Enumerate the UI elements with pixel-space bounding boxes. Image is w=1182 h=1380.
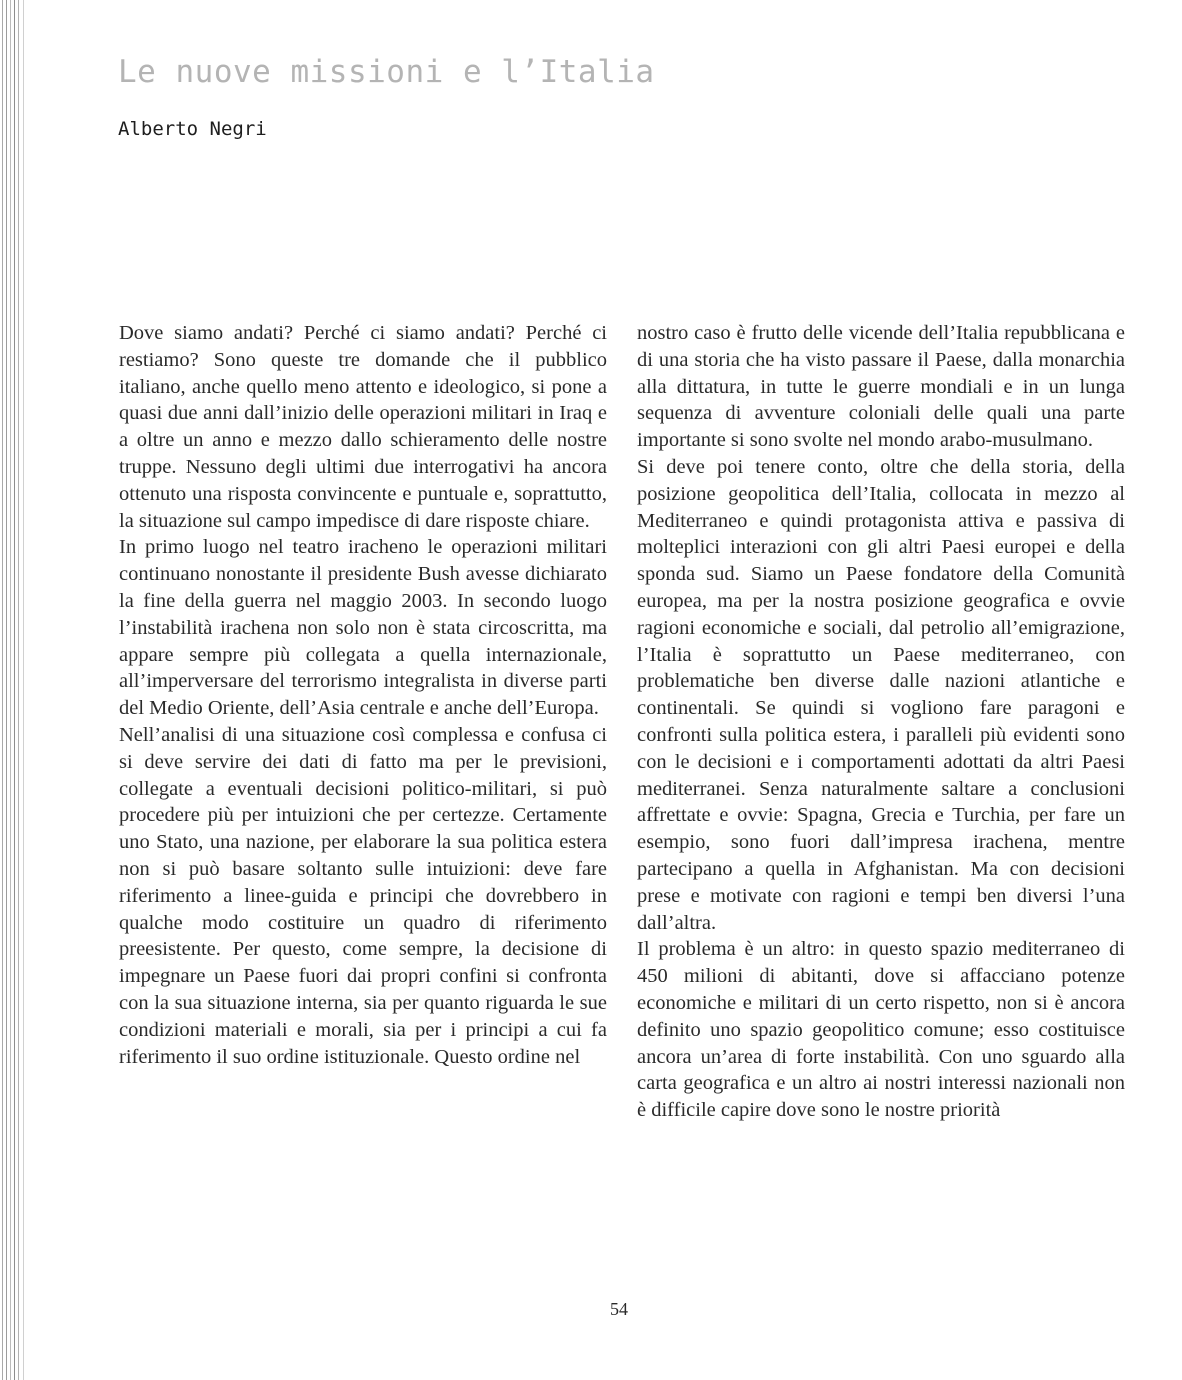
text-column-right [637,320,1125,1124]
paragraph: nostro caso è frutto delle vicende dell’Italia repubblicana e di una storia che ha visto passare il Paese, dalla monarchia alla dittatura, in tutte le guerre mondiali e in un lunga sequenza di avventure coloniali delle quali una parte importante si sono svolte nel mondo arabo-musulmano. [637,322,1125,452]
paragraph: Dove siamo andati? Perché ci siamo andati? Perché ci restiamo? Sono queste tre domande che il pubblico italiano, anche quello meno attento e ideologico, si pone a quasi due anni dall’inizio delle operazioni militari in Iraq e a oltre un anno e mezzo dallo schieramento delle nostre truppe. Nessuno degli ultimi due interrogativi ha ancora ottenuto una risposta convincente e puntuale e, soprattutto, la situazione sul campo impedisce di dare risposte chiare. [119,322,607,532]
paragraph: In primo luogo nel teatro iracheno le operazioni militari continuano nonostante il presidente Bush avesse dichiarato la fine della guerra nel maggio 2003. In secondo luogo l’instabilità irachena non solo non è stata circoscritta, ma appare sempre più collegata a quella internazionale, all’imperversare del terrorismo integralista in diverse parti del Medio Oriente, dell’Asia centrale e anche dell’Europa. [119,536,607,720]
article-title: Le nuove missioni e l’Italia [118,54,655,90]
paragraph: Si deve poi tenere conto, oltre che della storia, della posizione geopolitica dell’Italia, collocata in mezzo al Mediterraneo e quindi protagonista attiva e passiva di molteplici interazioni con gli altri Paesi europei e della sponda sud. Siamo un Paese fondatore della Comunità europea, ma per la nostra posizione geografica e ovvie ragioni economiche e sociali, dal petrolio all’emigrazione, l’Italia è soprattutto un Paese mediterraneo, con problematiche ben diverse dalle nazioni atlantiche e continentali. Se quindi si vogliono fare paragoni e confronti sulla politica estera, i paralleli più evidenti sono con le decisioni e i comportamenti adottati da altri Paesi mediterranei. Senza naturalmente saltare a conclusioni affrettate e ovvie: Spagna, Grecia e Turchia, per fare un esempio, sono fuori dall’impresa irachena, mentre partecipano a quella in Afghanistan. Ma con decisioni prese e motivate con ragioni e tempi ben diversi l’una dall’altra. [637,455,1125,934]
paragraph: Nell’analisi di una situazione così complessa e confusa ci si deve servire dei dati di fatto ma per le previsioni, collegate a eventuali decisioni politico-militari, si può procedere più per intuizioni che per certezze. Certamente uno Stato, una nazione, per elaborare la sua politica estera non si può basare soltanto sulle intuizioni: deve fare riferimento a linee-guida e principi che dovrebbero in qualche modo costituire un quadro di riferimento preesistente. Per questo, come sempre, la decisione di impegnare un Paese fuori dai propri confini si confronta con la sua situazione interna, sia per quanto riguarda le sue condizioni materiali e morali, sia per i principi a cui fa riferimento il suo ordine istituzionale. Questo ordine nel [119,723,607,1068]
article-author: Alberto Negri [118,118,267,140]
paragraph: Il problema è un altro: in questo spazio mediterraneo di 450 milioni di abitanti, dove si affacciano potenze economiche e militari di un certo rispetto, non si è ancora definito uno spazio geopolitico comune; esso costituisce ancora un’area di forte instabilità. Con uno sguardo alla carta geografica e un altro ai nostri interessi nazionali non è difficile capire dove sono le nostre priorità [637,938,1125,1122]
book-binding-edge [0,0,28,1380]
page-number: 54 [610,1299,628,1319]
text-column-left [119,320,607,1070]
